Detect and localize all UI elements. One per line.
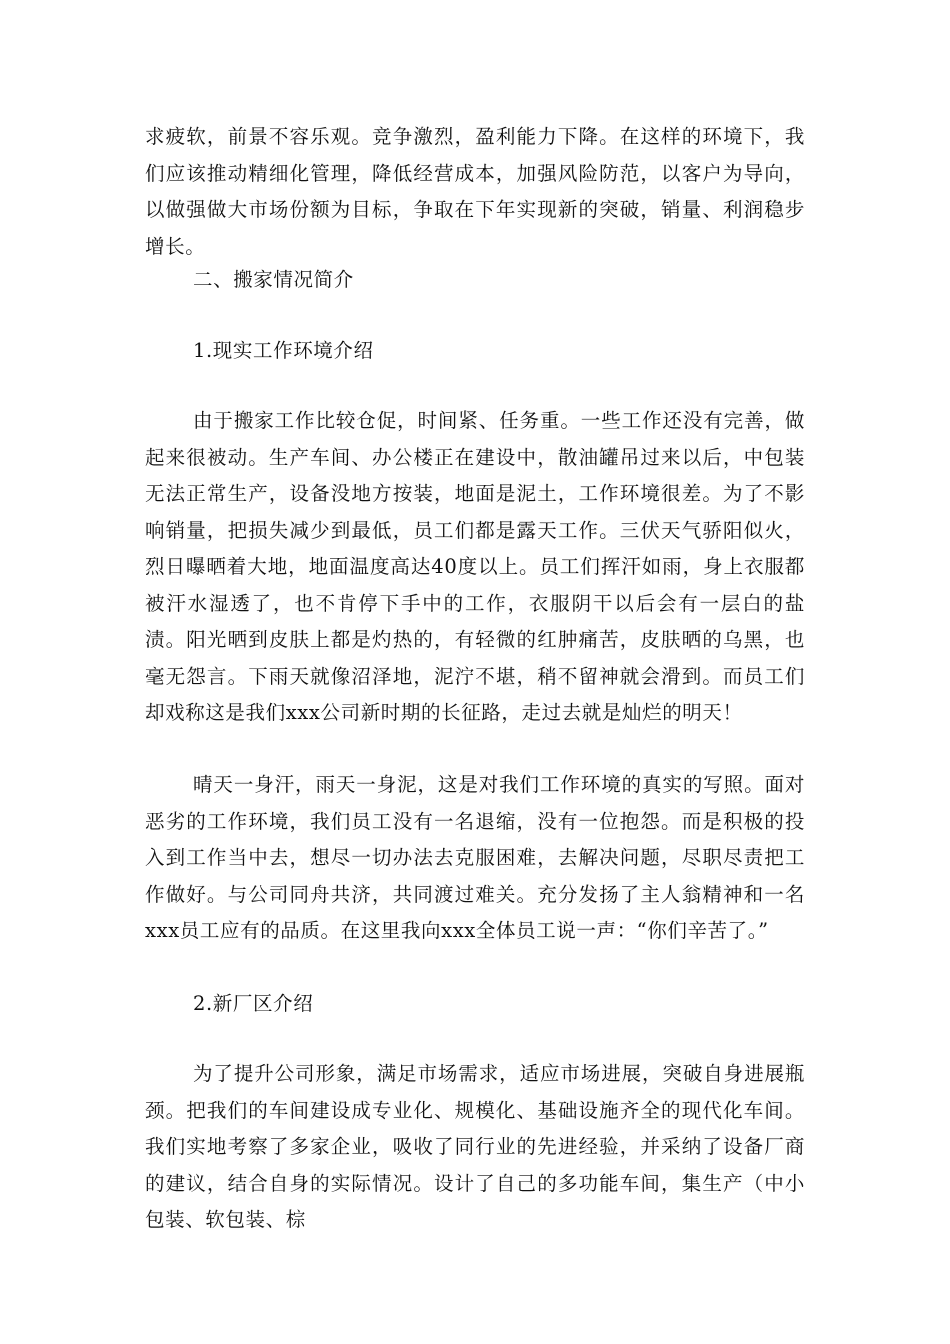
subsection-heading-work-environment: 1.现实工作环境介绍 — [193, 339, 374, 362]
paragraph-text: 求疲软，前景不容乐观。竞争激烈，盈利能力下降。在这样的环境下，我们应该推动精细化管理，降低经营成本，加强风险防范，以客户为导向，以做强做大市场份额为目标，争取在下年实现新的突破，销量、利润稳步增长。 — [145, 125, 805, 258]
paragraph-work-environment — [145, 403, 805, 732]
paragraph-continuation — [145, 119, 805, 265]
paragraph-text: 为了提升公司形象，满足市场需求，适应市场进展，突破自身进展瓶颈。把我们的车间建设成专业化、规模化、基础设施齐全的现代化车间。我们实地考察了多家企业，吸收了同行业的先进经验，并采纳了设备厂商的建议，结合自身的实际情况。设计了自己的多功能车间，集生产（中小包装、软包装、棕 — [145, 1062, 805, 1231]
section-heading-moving-overview: 二、搬家情况简介 — [193, 268, 354, 291]
subsection-heading-new-plant: 2.新厂区介绍 — [193, 992, 314, 1015]
paragraph-new-plant — [145, 1056, 805, 1239]
paragraph-text: 晴天一身汗，雨天一身泥，这是对我们工作环境的真实的写照。面对恶劣的工作环境，我们员工没有一名退缩，没有一位抱怨。而是积极的投入到工作当中去，想尽一切办法去克服困难，去解决问题，尽职尽责把工作做好。与公司同舟共济，共同渡过难关。充分发扬了主人翁精神和一名xxx员工应有的品质。在这里我向xxx全体员工说一声：“你们辛苦了。” — [145, 773, 805, 942]
paragraph-staff-praise — [145, 767, 805, 950]
paragraph-text: 由于搬家工作比较仓促，时间紧、任务重。一些工作还没有完善，做起来很被动。生产车间、办公楼正在建设中，散油罐吊过来以后，中包装无法正常生产，设备没地方按装，地面是泥土，工作环境很差。为了不影响销量，把损失减少到最低，员工们都是露天工作。三伏天气骄阳似火，烈日曝晒着大地，地面温度高达40度以上。员工们挥汗如雨，身上衣服都被汗水湿透了，也不肯停下手中的工作，衣服阴干以后会有一层白的盐渍。阳光晒到皮肤上都是灼热的，有轻微的红肿痛苦，皮肤晒的乌黑，也毫无怨言。下雨天就像沼泽地，泥泞不堪，稍不留神就会滑到。而员工们却戏称这是我们xxx公司新时期的长征路，走过去就是灿烂的明天！ — [145, 409, 805, 724]
